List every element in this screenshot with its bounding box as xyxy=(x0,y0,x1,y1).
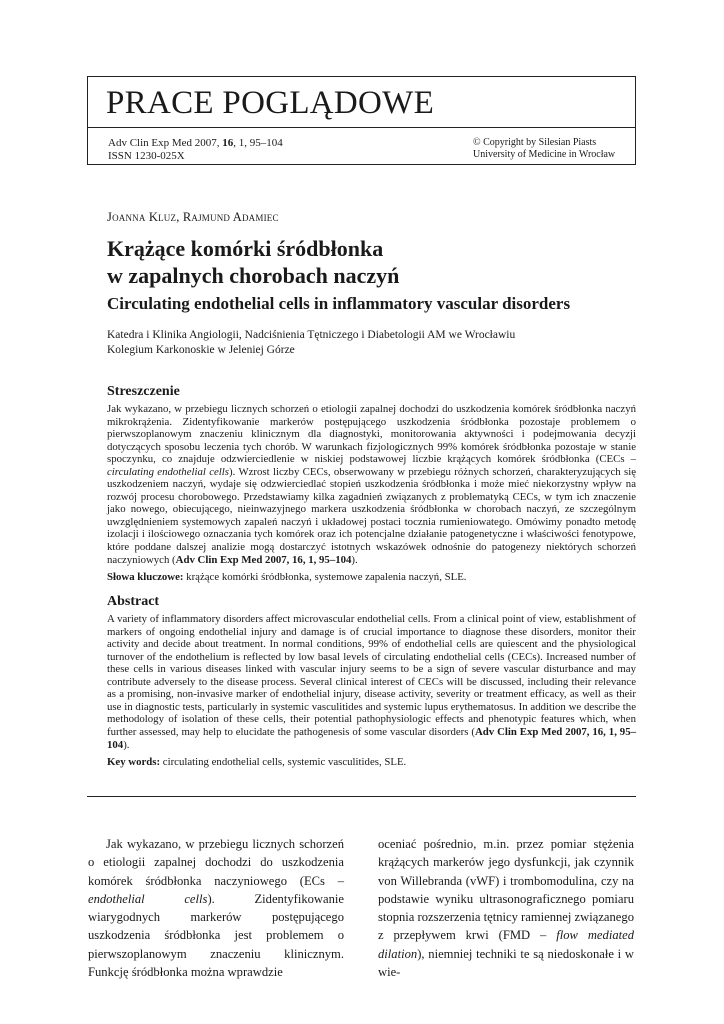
body-left-italic: endothelial cells xyxy=(88,891,208,906)
abstract-area xyxy=(107,383,636,769)
streszczenie-part1: Jak wykazano, w przebiegu licznych schorzeń o etiologii zapalnej dochodzi do uszkodzenia komórek śródbłonka naczyń mikrokrążenia. Zidentyfikowanie markerów postępującego uszkodzenia śródbłonka pozostaje problemem o pierwszoplanowym znaczeniu klinicznym dla diagnostyki, monitorowania aktywności i podejmowania decyzji dotyczących sposobu leczenia tych chorób. W warunkach fizjologicznych 99% komórek śródbłonka pozostaje w stanie spoczynku, co znajduje odzwierciedlenie w niskiej podstawowej liczbie krążących komórek śródbłonka (CECs – xyxy=(107,403,636,466)
affiliation xyxy=(107,328,515,358)
journal-prefix: Adv Clin Exp Med 2007, xyxy=(108,137,223,149)
journal-meta-box xyxy=(87,127,636,165)
divider-rule xyxy=(87,796,636,797)
body-right-italic: flow mediated dilation xyxy=(378,928,634,961)
affiliation-line1: Katedra i Klinika Angiologii, Nadciśnienia Tętniczego i Diabetologii AM we Wrocławiu xyxy=(107,329,516,341)
affiliation-line2: Kolegium Karkonoskie w Jeleniej Górze xyxy=(107,344,295,356)
title-english: Circulating endothelial cells in inflammatory vascular disorders xyxy=(107,294,571,313)
keywords-label-en: Key words: xyxy=(107,756,161,769)
body-column-right xyxy=(378,835,634,981)
abstract-end: ). xyxy=(123,738,130,751)
copyright-line2: University of Medicine in Wrocław xyxy=(473,149,616,160)
body-left-paragraph xyxy=(88,835,344,981)
abstract-keywords xyxy=(107,756,636,769)
abstract-body: A variety of inflammatory disorders affect microvascular endothelial cells. From a clinical point of view, establishment of markers of ongoing endothelial injury and damage is of crucial importance to diagnose these disorders, monitor their activity and decide about treatment. In normal conditions, 99% of endothelial cells are quiescent and the physiological turnover of the endothelium is reflected by low basal levels of circulating endothelial cells (CECs). Increased number of these cells in various diseases linked with vascular injury seems to be a sign of severe vascular disturbance and may contribute adversely to the disease process. Several clinical interest of CECs will be discussed, including their relevance as a promising, non-invasive marker of endothelial injury, disease activity, severity or treatment efficacy, as well as their use in diagnostic tests, particularly in systemic vasculitides and systemic lupus erythematosus. In addition we describe the methodology of isolation of these cells, their potential pathophysiologic effects and phenotypic features which, when further assessed, may help to elucidate the pathogenesis of some vascular disorders ( xyxy=(107,613,636,739)
streszczenie-part2: ). Wzrost liczby CECs, obserwowany w przebiegu różnych schorzeń, charakteryzujących się uszkodzeniem naczyń, wydaje się odzwierciedlać stopień uszkodzenia śródbłonka i może mieć niekorzystny wpływ na rozwój procesu chorobowego. Przedstawiamy kilka zagadnień związanych z problematyką CECs, w tym ich znaczenie jako nowego, obiecującego, nieinwazyjnego markera uszkodzenia śródbłonka w chorobach naczyń, ze szczególnym uwzględnieniem systemowych zapaleń naczyń i układowej postaci tocznia rumieniowatego. Omówimy ponadto metodę izolacji i ilościowego oznaczania tych komórek oraz ich potencjalne działanie patogenetyczne i właściwości fenotypowe, które poddane dalszej analizie mogą dostarczyć istotnych wskazówek odnośnie do patogenezy niektórych schorzeń naczyniowych ( xyxy=(107,465,636,566)
body-left-part2: ). Zidentyfikowanie wiarygodnych markerów postępującego uszkodzenia śródbłonka jest problemem o pierwszoplanowym znaczeniu klinicznym. Funkcję śródbłonka można wprawdzie xyxy=(88,891,344,980)
title-pl-line2: w zapalnych chorobach naczyń xyxy=(107,263,400,288)
streszczenie-keywords xyxy=(107,571,636,584)
body-column-left xyxy=(88,835,344,981)
streszczenie-italic: circulating endothelial cells xyxy=(107,465,230,478)
streszczenie-heading: Streszczenie xyxy=(107,384,180,399)
copyright-line1: © Copyright by Silesian Piasts xyxy=(473,137,597,148)
streszczenie-text xyxy=(107,403,636,566)
keywords-en: circulating endothelial cells, systemic vasculitides, SLE. xyxy=(160,756,407,769)
issn: ISSN 1230-025X xyxy=(108,150,185,162)
section-header-box xyxy=(87,76,636,128)
body-right-part2: ), niemniej techniki te są niedoskonałe i w wie- xyxy=(378,946,634,980)
title-pl-line1: Krążące komórki śródbłonka xyxy=(107,236,384,261)
streszczenie-end: ). xyxy=(351,553,358,566)
abstract-citation: Adv Clin Exp Med 2007, 16, 1, 95–104 xyxy=(107,726,636,751)
copyright xyxy=(473,137,615,161)
body-right-part1: oceniać pośrednio, m.in. przez pomiar stężenia krążących markerów jego dysfunkcji, jak czynnik von Willebranda (vWF) i trombomodulina, czy na podstawie wyniku ultrasonograficznego pomiaru stopnia rozszerzenia tętnicy ramiennej związanego z przepływem krwi (FMD – xyxy=(378,837,634,943)
streszczenie-citation: Adv Clin Exp Med 2007, 16, 1, 95–104 xyxy=(175,553,352,566)
section-title: PRACE POGLĄDOWE xyxy=(106,85,435,121)
title-polish xyxy=(107,235,627,289)
journal-suffix: , 1, 95–104 xyxy=(233,137,283,149)
abstract-heading: Abstract xyxy=(107,594,160,610)
body-right-paragraph xyxy=(378,835,634,981)
body-left-part1: Jak wykazano, w przebiegu licznych schorzeń o etiologii zapalnej dochodzi do uszkodzenia komórek śródbłonka naczyniowego (ECs – xyxy=(88,837,344,888)
journal-volume: 16 xyxy=(222,137,234,149)
authors: Joanna Kluz, Rajmund Adamiec xyxy=(107,210,279,224)
keywords-pl: krążące komórki śródbłonka, systemowe zapalenia naczyń, SLE. xyxy=(183,571,467,584)
keywords-label-pl: Słowa kluczowe: xyxy=(107,571,184,584)
journal-citation xyxy=(108,137,283,163)
abstract-text xyxy=(107,613,636,751)
